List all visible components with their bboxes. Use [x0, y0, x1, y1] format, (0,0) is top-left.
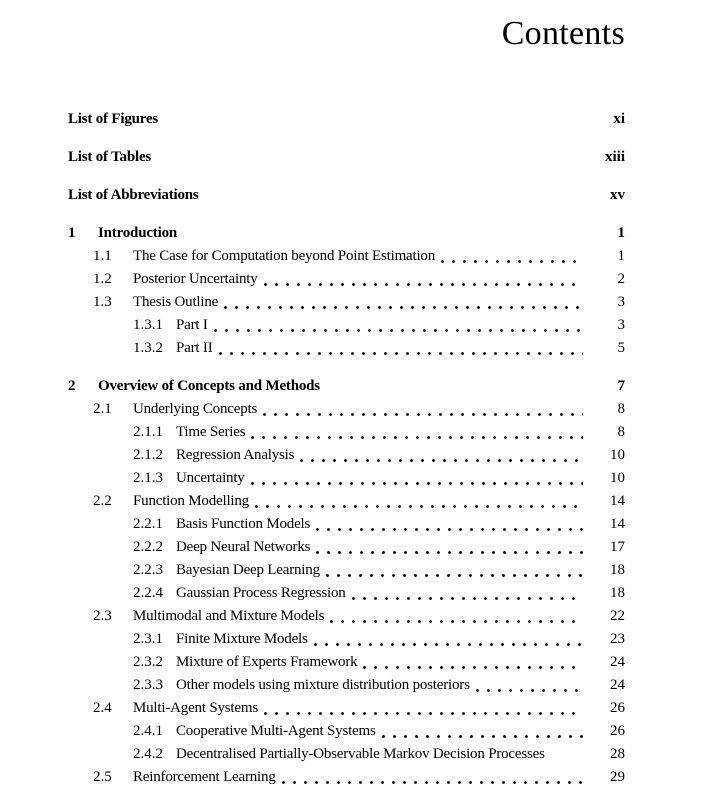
toc-entry-2-2-1[interactable]: [68, 513, 625, 536]
entry-number: 1.3: [93, 294, 112, 310]
toc-entry-2-3-1[interactable]: [68, 628, 625, 651]
dot-leader: [164, 123, 583, 126]
entry-title: Introduction: [98, 225, 178, 241]
entry-title: Bayesian Deep Learning: [176, 562, 320, 578]
toc-entry-2-2-3[interactable]: [68, 559, 625, 582]
toc-entry-2-2-2[interactable]: [68, 536, 625, 559]
toc-entry-2-1-1[interactable]: [68, 421, 625, 444]
toc-entry-2-4-2[interactable]: [68, 743, 625, 766]
entry-number: 1: [68, 225, 76, 241]
page-number: 28: [610, 746, 625, 762]
toc-entry-1-1[interactable]: [68, 245, 625, 268]
entry-number: 1.3.1: [133, 317, 163, 333]
page-number: 24: [610, 654, 625, 670]
entry-title: Mixture of Experts Framework: [176, 654, 358, 670]
page-number: 29: [610, 769, 625, 785]
toc-entry-1-3-2[interactable]: [68, 337, 625, 360]
entry-number: 2.4: [93, 700, 112, 716]
page-number: 23: [610, 631, 625, 647]
front-matter-item-list-of-figures[interactable]: [68, 108, 625, 131]
page-number: xiii: [604, 149, 625, 165]
entry-title: Regression Analysis: [176, 447, 295, 463]
dot-leader: [224, 306, 583, 309]
entry-title: Function Modelling: [133, 493, 249, 509]
page-number: 8: [617, 401, 625, 417]
entry-number: 2.1.3: [133, 470, 163, 486]
entry-title: Overview of Concepts and Methods: [98, 378, 320, 394]
dot-leader: [219, 352, 583, 355]
page-number: 1: [617, 248, 625, 264]
entry-title: List of Figures: [68, 111, 159, 127]
toc-entry-2-5[interactable]: [68, 766, 625, 789]
entry-title: The Case for Computation beyond Point Estimation: [133, 248, 436, 264]
toc-entry-2-2-4[interactable]: [68, 582, 625, 605]
toc-entry-2-3-3[interactable]: [68, 674, 625, 697]
toc-entry-2-4-1[interactable]: [68, 720, 625, 743]
entry-number: 2: [68, 378, 76, 394]
dot-leader: [264, 283, 583, 286]
page-number: 14: [610, 493, 625, 509]
entry-title: Multimodal and Mixture Models: [133, 608, 325, 624]
entry-number: 1.3.2: [133, 340, 163, 356]
entry-number: 2.1: [93, 401, 112, 417]
toc-entry-2-1[interactable]: [68, 398, 625, 421]
entry-number: 2.1.2: [133, 447, 163, 463]
dot-leader: [251, 436, 583, 439]
dot-leader: [255, 505, 583, 508]
dot-leader: [300, 459, 583, 462]
entry-number: 2.4.2: [133, 746, 163, 762]
dot-leader: [314, 643, 583, 646]
entry-number: 2.3.1: [133, 631, 163, 647]
dot-leader: [157, 161, 583, 164]
entry-title: Reinforcement Learning: [133, 769, 276, 785]
entry-title: Uncertainty: [176, 470, 245, 486]
entry-number: 2.3: [93, 608, 112, 624]
page-number: 26: [610, 700, 625, 716]
entry-number: 2.2.4: [133, 585, 163, 601]
entry-number: 2.3.3: [133, 677, 163, 693]
page-number: 18: [610, 562, 625, 578]
page-number: 10: [610, 470, 625, 486]
front-matter-list: [68, 108, 625, 207]
chapter-block-2: [68, 375, 625, 789]
entry-title: Basis Function Models: [176, 516, 311, 532]
dot-leader: [264, 712, 583, 715]
page-number: xi: [613, 111, 625, 127]
chapter-block-1: [68, 222, 625, 360]
dot-leader: [263, 413, 583, 416]
entry-number: 1.1: [93, 248, 112, 264]
front-matter-item-list-of-tables[interactable]: [68, 146, 625, 169]
page-number: 7: [617, 378, 625, 394]
page-number: 3: [617, 294, 625, 310]
front-matter-item-list-of-abbreviations[interactable]: [68, 184, 625, 207]
entry-title: Deep Neural Networks: [176, 539, 311, 555]
entry-title: Time Series: [176, 424, 246, 440]
entry-title: Part II: [176, 340, 213, 356]
entry-title: List of Tables: [68, 149, 152, 165]
page-number: 22: [610, 608, 625, 624]
page-number: 24: [610, 677, 625, 693]
dot-leader: [330, 620, 583, 623]
dot-leader: [183, 237, 583, 240]
entry-number: 2.4.1: [133, 723, 163, 739]
page-number: 18: [610, 585, 625, 601]
toc-entry-2-3[interactable]: [68, 605, 625, 628]
entry-number: 2.2.1: [133, 516, 163, 532]
entry-title: Gaussian Process Regression: [176, 585, 346, 601]
page-number: xv: [610, 187, 625, 203]
page-number: 3: [617, 317, 625, 333]
entry-title: Decentralised Partially-Observable Markov Decision Processes: [176, 746, 545, 762]
toc-entry-1-3-1[interactable]: [68, 314, 625, 337]
dot-leader: [251, 482, 583, 485]
dot-leader: [441, 260, 583, 263]
dot-leader: [205, 199, 583, 202]
page-number: 1: [617, 225, 625, 241]
entry-title: List of Abbreviations: [68, 187, 199, 203]
entry-title: Other models using mixture distribution posteriors: [176, 677, 470, 693]
dot-leader: [352, 597, 583, 600]
dot-leader: [326, 574, 583, 577]
entry-number: 2.2.3: [133, 562, 163, 578]
entry-number: 2.2: [93, 493, 112, 509]
dot-leader: [476, 689, 583, 692]
toc-entry-2-1-2[interactable]: [68, 444, 625, 467]
toc-entry-2-1-3[interactable]: [68, 467, 625, 490]
dot-leader: [316, 551, 583, 554]
entry-number: 2.1.1: [133, 424, 163, 440]
entry-title: Cooperative Multi-Agent Systems: [176, 723, 376, 739]
dot-leader: [363, 666, 583, 669]
entry-title: Thesis Outline: [133, 294, 219, 310]
page-title: Contents: [501, 15, 625, 52]
toc-entry-1-2[interactable]: [68, 268, 625, 291]
entry-title: Multi-Agent Systems: [133, 700, 258, 716]
page-number: 5: [617, 340, 625, 356]
dot-leader: [214, 329, 583, 332]
entry-number: 1.2: [93, 271, 112, 287]
entry-title: Part I: [176, 317, 208, 333]
dot-leader: [282, 781, 583, 784]
page-number: 14: [610, 516, 625, 532]
toc-entry-chapter-2[interactable]: [68, 375, 625, 398]
page-number: 26: [610, 723, 625, 739]
dot-leader: [326, 390, 583, 393]
toc-entry-2-3-2[interactable]: [68, 651, 625, 674]
toc-entry-2-4[interactable]: [68, 697, 625, 720]
entry-number: 2.3.2: [133, 654, 163, 670]
page-number: 8: [617, 424, 625, 440]
page-number: 10: [610, 447, 625, 463]
toc-entry-1-3[interactable]: [68, 291, 625, 314]
entry-title: Finite Mixture Models: [176, 631, 308, 647]
entry-title: Underlying Concepts: [133, 401, 258, 417]
toc-entry-chapter-1[interactable]: [68, 222, 625, 245]
toc-entry-2-2[interactable]: [68, 490, 625, 513]
entry-number: 2.2.2: [133, 539, 163, 555]
toc-chapter-list: [68, 222, 625, 789]
dot-leader: [551, 758, 583, 761]
page-number: 17: [610, 539, 625, 555]
dot-leader: [316, 528, 583, 531]
entry-title: Posterior Uncertainty: [133, 271, 258, 287]
page-number: 2: [617, 271, 625, 287]
dot-leader: [382, 735, 583, 738]
entry-number: 2.5: [93, 769, 112, 785]
